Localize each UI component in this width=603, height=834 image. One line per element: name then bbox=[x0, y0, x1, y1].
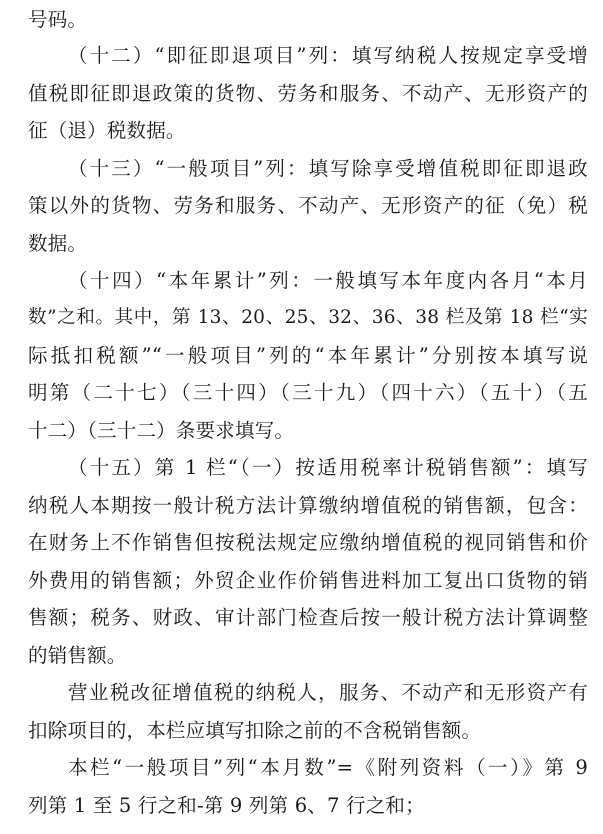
text-line: 本栏“一般项目”列“本月数”=《附列资料（一）》第 9 bbox=[68, 756, 588, 779]
text-line: 十二）（三十二）条要求填写。 bbox=[28, 419, 295, 442]
text-line: 列第 1 至 5 行之和-第 9 列第 6、7 行之和； bbox=[28, 794, 425, 817]
text-line: 的销售额。 bbox=[28, 644, 127, 667]
text-line: （十二）“即征即退项目”列：填写纳税人按规定享受增 bbox=[68, 44, 588, 67]
text-line: 扣除项目的，本栏应填写扣除之前的不含税销售额。 bbox=[28, 719, 482, 742]
text-line: 征（退）税数据。 bbox=[28, 119, 186, 142]
text-line: （十三）“一般项目”列：填写除享受增值税即征即退政 bbox=[68, 157, 588, 180]
text-line: （十五）第 1 栏“（一）按适用税率计税销售额”：填写 bbox=[68, 456, 588, 479]
text-line: 数据。 bbox=[28, 232, 88, 255]
text-line: 售额；税务、财政、审计部门检查后按一般计税方法计算调整 bbox=[28, 606, 588, 629]
text-line: （十四）“本年累计”列：一般填写本年度内各月“本月 bbox=[68, 269, 588, 292]
text-line: 号码。 bbox=[28, 8, 88, 31]
text-line: 在财务上不作销售但按税法规定应缴纳增值税的视同销售和价 bbox=[28, 531, 588, 554]
text-line: 际抵扣税额”“一般项目”列的“本年累计”分别按本填写说 bbox=[28, 344, 588, 367]
text-line: 策以外的货物、劳务和服务、不动产、无形资产的征（免）税 bbox=[28, 194, 588, 217]
text-line: 营业税改征增值税的纳税人，服务、不动产和无形资产有 bbox=[68, 681, 588, 704]
text-line: 外费用的销售额；外贸企业作价销售进料加工复出口货物的销 bbox=[28, 569, 588, 592]
text-line: 纳税人本期按一般计税方法计算缴纳增值税的销售额，包含： bbox=[28, 494, 588, 517]
text-line: 明第（二十七）（三十四）（三十九）（四十六）（五十）（五 bbox=[28, 381, 588, 404]
text-line: 数”之和。其中，第 13、20、25、32、36、38 栏及第 18 栏“实 bbox=[28, 307, 588, 328]
text-line: 值税即征即退政策的货物、劳务和服务、不动产、无形资产的 bbox=[28, 82, 588, 105]
